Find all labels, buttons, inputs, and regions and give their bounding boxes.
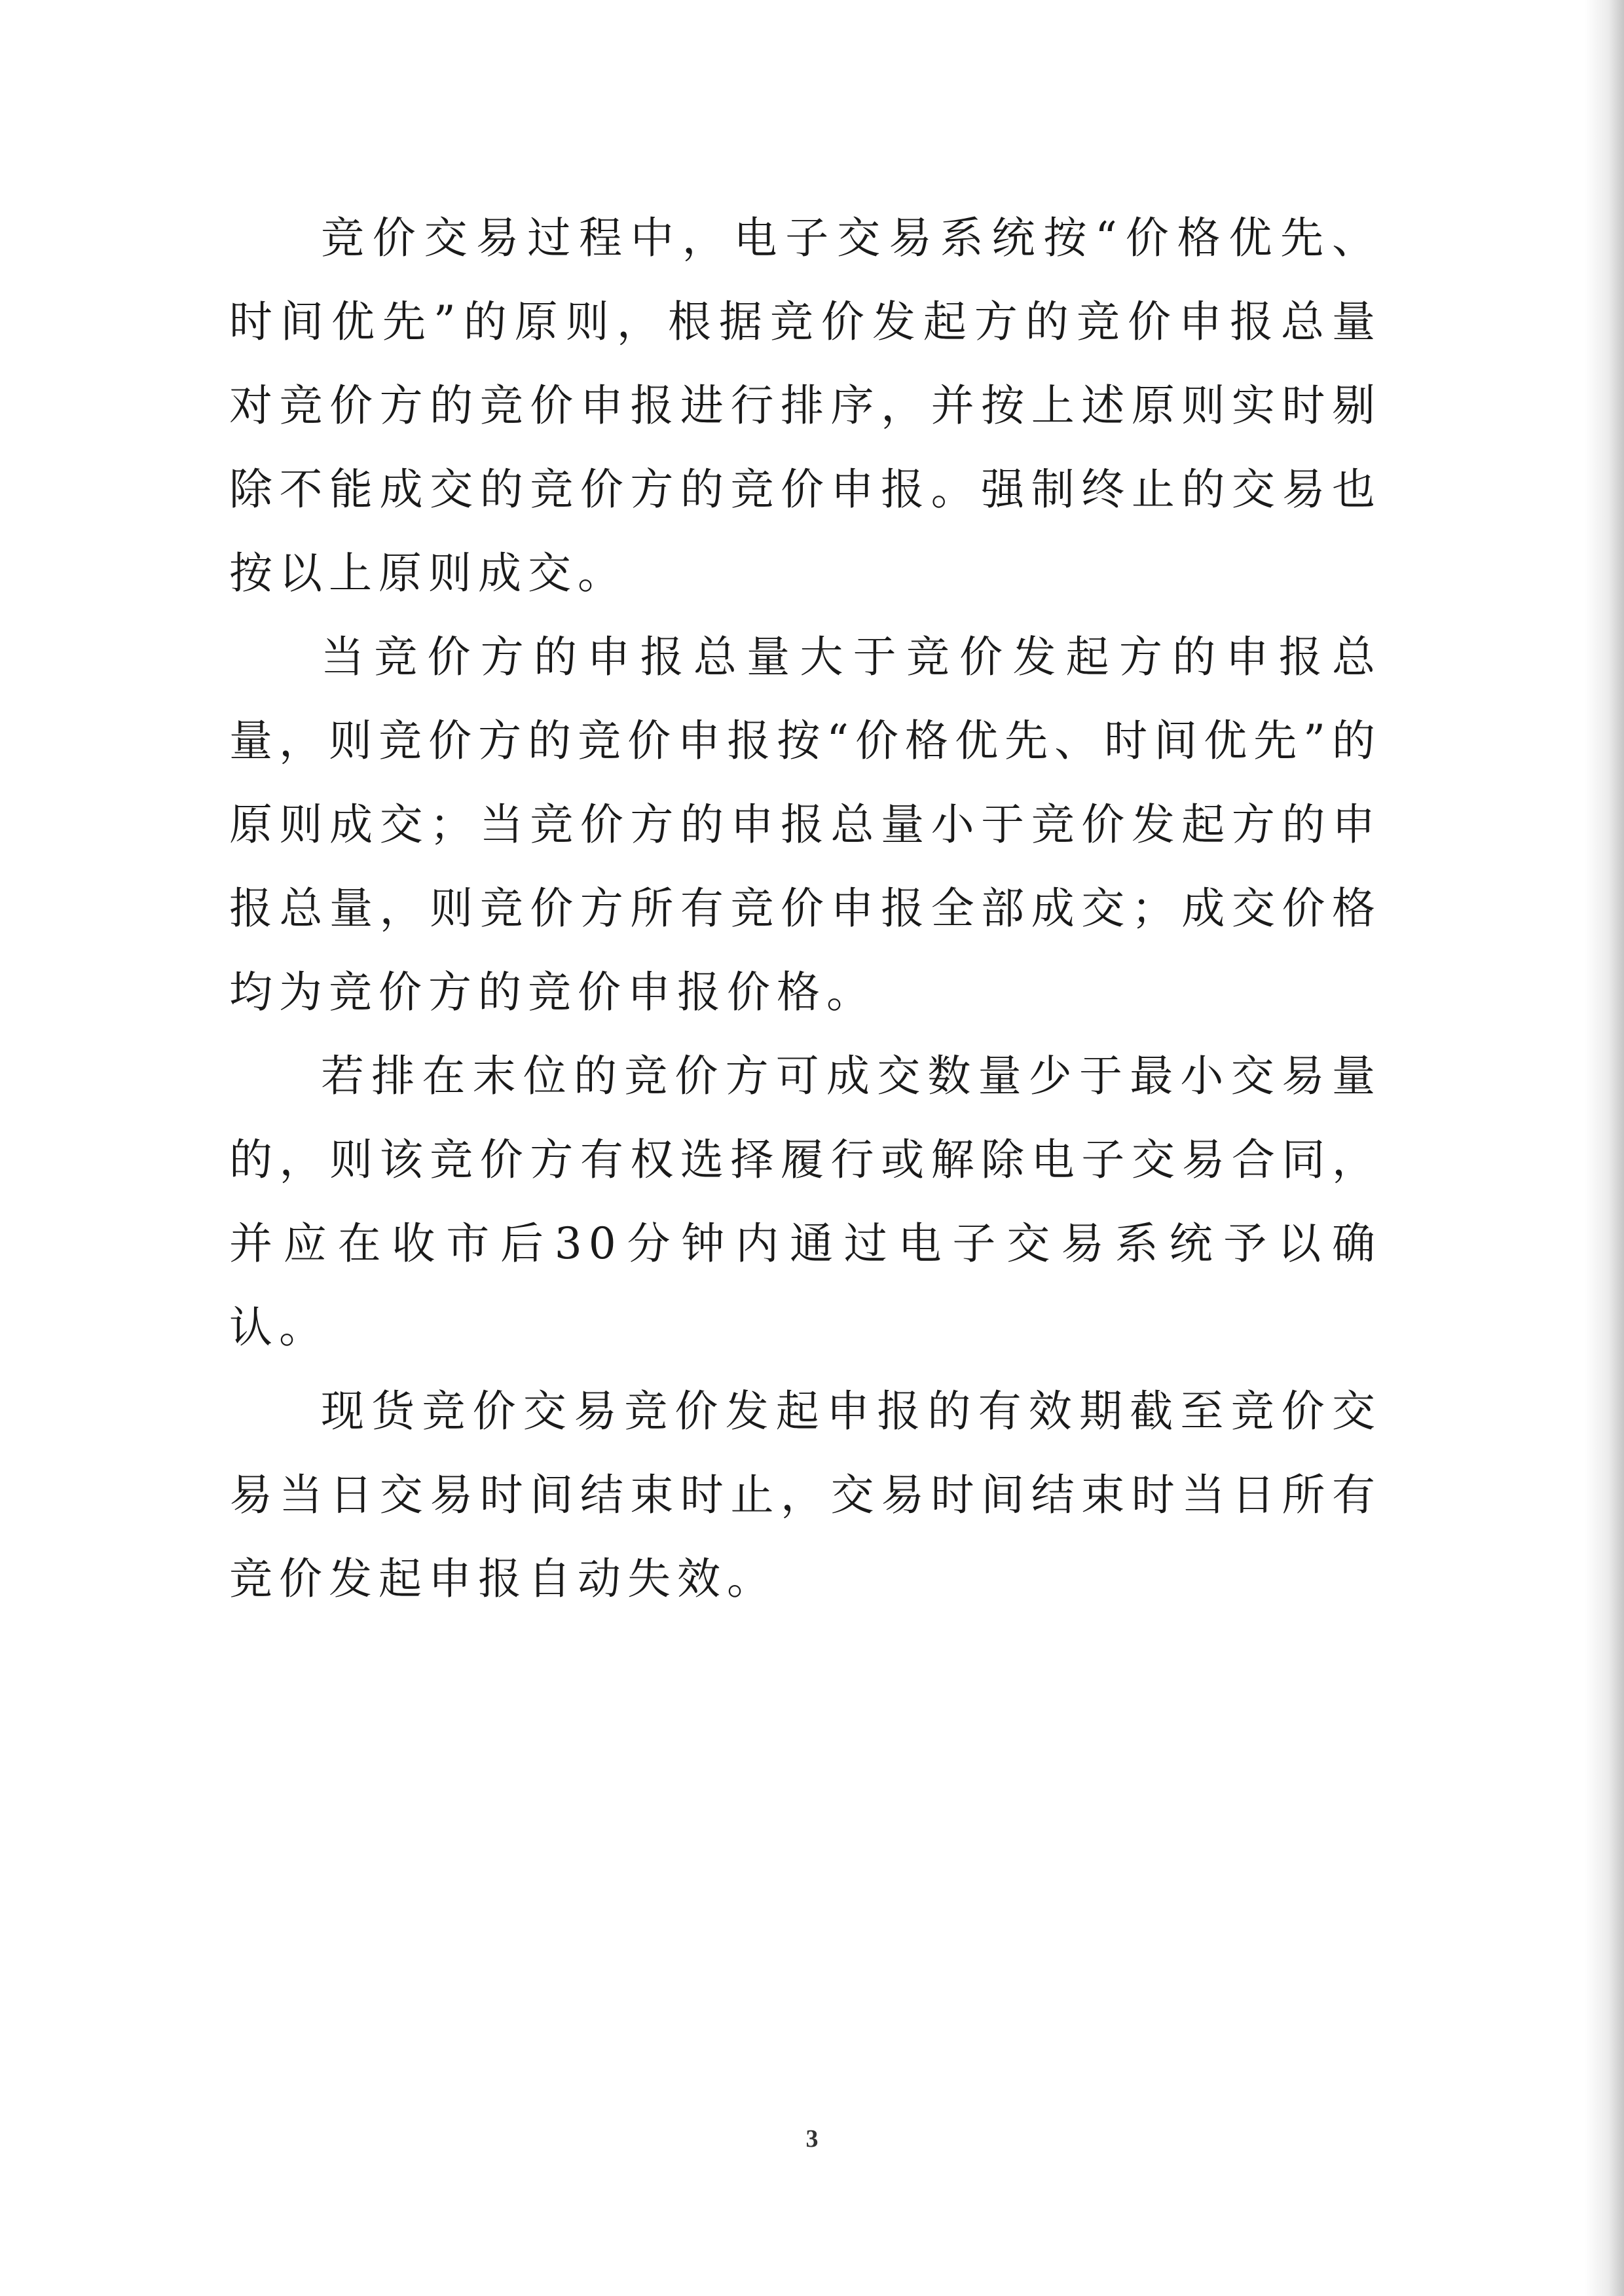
scan-edge-shadow (1585, 0, 1624, 2296)
paragraph-validity-period: 现货竞价交易竞价发起申报的有效期截至竞价交易当日交易时间结束时止，交易时间结束时当日所有竞价发起申报自动失效。 (229, 1386, 1382, 1604)
paragraph-bidding-process: 竞价交易过程中，电子交易系统按“价格优先、时间优先”的原则，根据竞价发起方的竞价申报总量对竞价方的竞价申报进行排序，并按上述原则实时剔除不能成交的竞价方的竞价申报。强制终止的交易也按以上原则成交。 (229, 213, 1382, 598)
paragraph-last-place-bidder: 若排在末位的竞价方可成交数量少于最小交易量的，则该竞价方有权选择履行或解除电子交易合同，并应在收市后30分钟内通过电子交易系统予以确认。 (229, 1051, 1382, 1353)
page-number: 3 (805, 2125, 819, 2153)
document-body (229, 196, 1382, 1621)
paragraph-bid-volume-rules: 当竞价方的申报总量大于竞价发起方的申报总量，则竞价方的竞价申报按“价格优先、时间优先”的原则成交；当竞价方的申报总量小于竞价发起方的申报总量，则竞价方所有竞价申报全部成交；成交价格均为竞价方的竞价申报价格。 (229, 632, 1382, 1017)
